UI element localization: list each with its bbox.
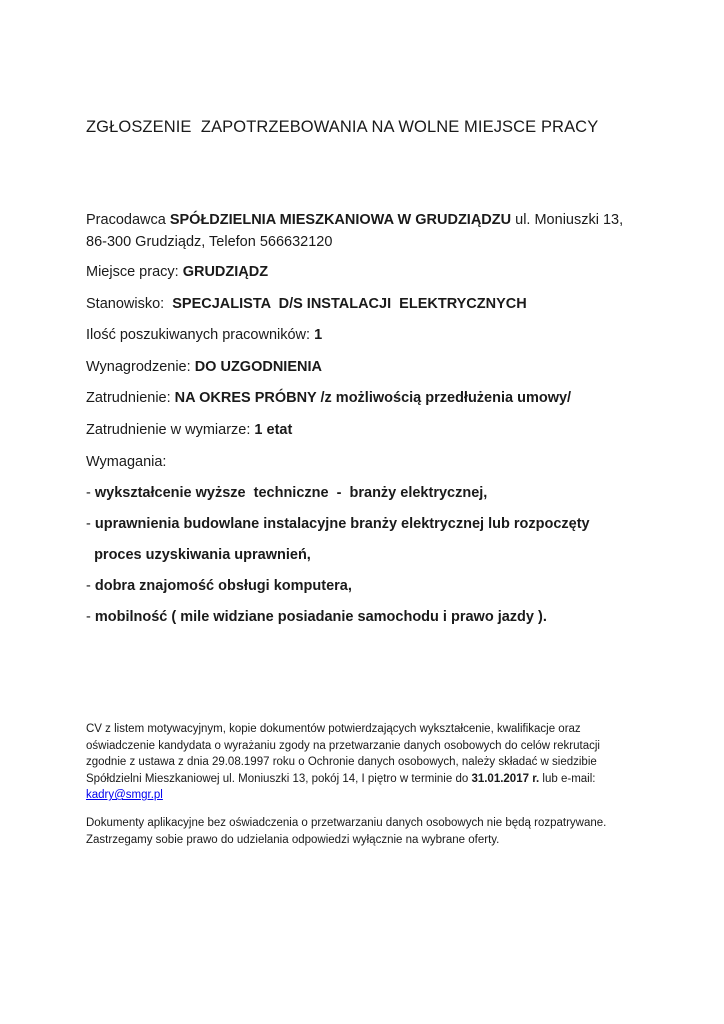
position-label: Stanowisko: [86, 296, 173, 312]
workplace-value: GRUDZIĄDZ [182, 264, 269, 280]
requirement-item [86, 516, 590, 532]
employer-line-2: 86-300 Grudziądz, Telefon 566632120 [86, 234, 333, 250]
salary-value: DO UZGODNIENIA [194, 359, 322, 375]
requirement-text: uprawnienia budowlane instalacyjne branży elektrycznej lub rozpoczęty [94, 516, 590, 532]
headcount-line [86, 327, 322, 343]
workplace-line [86, 264, 268, 280]
requirement-text: proces uzyskiwania uprawnień, [94, 547, 311, 563]
requirement-item [86, 609, 547, 625]
salary-line [86, 359, 322, 375]
disclaimer-line: Zastrzegamy sobie prawo do udzielania odpowiedzi wyłącznie na wybrane oferty. [86, 833, 500, 846]
requirement-prefix [86, 547, 94, 563]
employment-label: Zatrudnienie: [86, 390, 175, 406]
application-info-line: oświadczenie kandydata o wyrażaniu zgody na przetwarzanie danych osobowych do celów rekrutacji [86, 739, 600, 752]
requirement-prefix: - [86, 609, 95, 625]
application-info-line [86, 787, 646, 804]
requirement-text: mobilność ( mile widziane posiadanie samochodu i prawo jazdy ). [94, 609, 547, 625]
position-line [86, 296, 527, 312]
employer-name: SPÓŁDZIELNIA MIESZKANIOWA W GRUDZIĄDZU [169, 212, 512, 228]
headcount-label: Ilość poszukiwanych pracowników: [86, 327, 315, 343]
deadline-date: 31.01.2017 r. [471, 772, 540, 785]
employment-value: NA OKRES PRÓBNY /z możliwością przedłużenia umowy/ [174, 390, 572, 406]
employment-line [86, 390, 571, 406]
requirement-item [86, 578, 352, 594]
application-info-line: CV z listem motywacyjnym, kopie dokumentów potwierdzających wykształcenie, kwalifikacje oraz [86, 723, 581, 735]
workplace-label: Miejsce pracy: [86, 264, 183, 280]
email-link[interactable]: kadry@smgr.pl [86, 789, 163, 801]
application-info [86, 721, 646, 804]
position-value: SPECJALISTA D/S INSTALACJI ELEKTRYCZNYCH [172, 296, 527, 312]
requirement-text: dobra znajomość obsługi komputera, [94, 578, 352, 594]
application-info-text: Spółdzielni Mieszkaniowej ul. Moniuszki 13, pokój 14, I piętro w terminie do [86, 772, 472, 785]
disclaimer-line: Dokumenty aplikacyjne bez oświadczenia o przetwarzaniu danych osobowych nie będą rozpatrywane. [86, 817, 607, 829]
application-info-line: zgodnie z ustawa z dnia 29.08.1997 roku o Ochronie danych osobowych, należy składać w siedzibie [86, 756, 597, 768]
application-info-text: lub e-mail: [539, 772, 596, 785]
headcount-value: 1 [314, 327, 323, 343]
working-time-line [86, 422, 292, 438]
page-title: ZGŁOSZENIE ZAPOTRZEBOWANIA NA WOLNE MIEJSCE PRACY [86, 118, 599, 136]
disclaimer [86, 815, 646, 848]
requirement-prefix: - [86, 516, 95, 532]
employer-address-1: ul. Moniuszki 13, [511, 212, 624, 228]
requirement-text: wykształcenie wyższe techniczne - branży elektrycznej, [94, 485, 488, 501]
requirement-item [86, 547, 311, 563]
application-info-line [86, 771, 646, 788]
salary-label: Wynagrodzenie: [86, 359, 195, 375]
employer-line-1 [86, 212, 623, 228]
working-time-value: 1 etat [254, 422, 293, 438]
requirement-item [86, 485, 487, 501]
requirement-prefix: - [86, 578, 95, 594]
requirements-label: Wymagania: [86, 454, 167, 470]
employer-label: Pracodawca [86, 212, 170, 228]
working-time-label: Zatrudnienie w wymiarze: [86, 422, 255, 438]
requirement-prefix: - [86, 485, 95, 501]
